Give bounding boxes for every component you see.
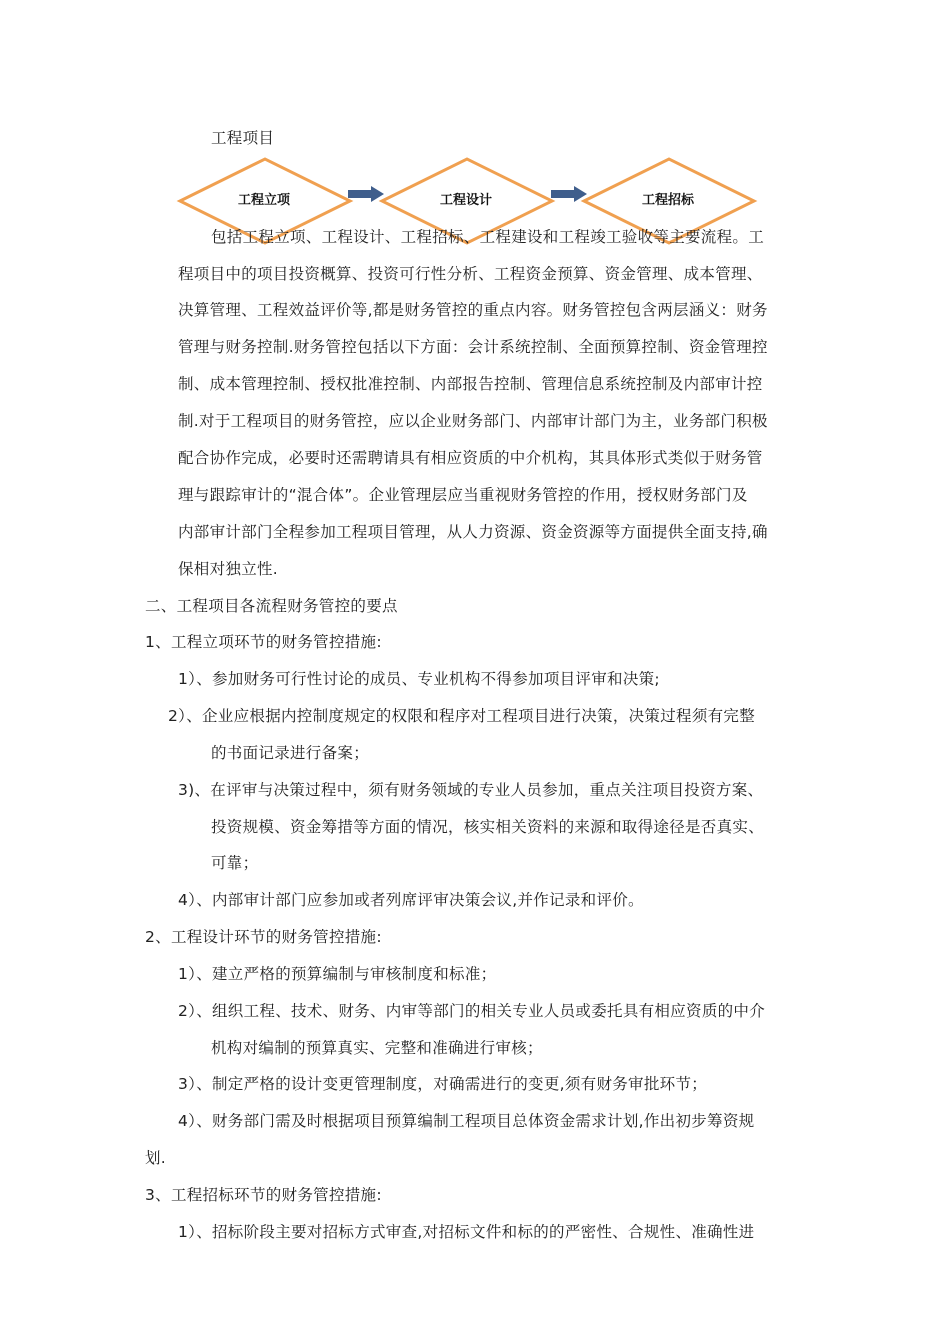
list-item: 4）、财务部门需及时根据项目预算编制工程项目总体资金需求计划,作出初步筹资规 bbox=[178, 1112, 755, 1130]
list-item-continuation: 可靠； bbox=[211, 854, 259, 872]
paragraph-line: 配合协作完成，必要时还需聘请具有相应资质的中介机构，其具体形式类似于财务管 bbox=[178, 449, 763, 467]
paragraph-line: 制、成本管理控制、授权批准控制、内部报告控制、管理信息系统控制及内部审计控 bbox=[178, 375, 763, 393]
flow-step-label: 工程设计 bbox=[439, 193, 492, 208]
list-item-continuation: 的书面记录进行备案； bbox=[211, 744, 370, 762]
subsection-title: 2、工程设计环节的财务管控措施: bbox=[145, 928, 382, 946]
list-item-continuation: 机构对编制的预算真实、完整和准确进行审核； bbox=[211, 1039, 543, 1057]
flow-step-label: 工程立项 bbox=[237, 193, 290, 208]
paragraph-line: 管理与财务控制.财务管控包括以下方面：会计系统控制、全面预算控制、资金管理控 bbox=[178, 338, 768, 356]
list-item: 2）、组织工程、技术、财务、内审等部门的相关专业人员或委托具有相应资质的中介 bbox=[178, 1002, 766, 1020]
list-item: 1）、招标阶段主要对招标方式审查,对招标文件和标的的严密性、合规性、准确性进 bbox=[178, 1223, 755, 1241]
list-item-continuation: 投资规模、资金筹措等方面的情况，核实相关资料的来源和取得途径是否真实、 bbox=[211, 818, 765, 836]
flow-arrow-1 bbox=[348, 186, 384, 202]
paragraph-line: 制.对于工程项目的财务管控，应以企业财务部门、内部审计部门为主，业务部门积极 bbox=[178, 412, 768, 430]
paragraph-line: 内部审计部门全程参加工程项目管理，从人力资源、资金资源等方面提供全面支持,确 bbox=[178, 523, 768, 541]
list-item: 3）、制定严格的设计变更管理制度，对确需进行的变更,须有财务审批环节； bbox=[178, 1075, 708, 1093]
paragraph-line: 包括工程立项、工程设计、工程招标、工程建设和工程竣工验收等主要流程。工 bbox=[211, 228, 765, 246]
paragraph-line: 决算管理、工程效益评价等,都是财务管控的重点内容。财务管控包含两层涵义：财务 bbox=[178, 301, 768, 319]
flow-arrow-2 bbox=[551, 186, 587, 202]
list-item-continuation: 划. bbox=[145, 1149, 167, 1167]
subsection-title: 3、工程招标环节的财务管控措施: bbox=[145, 1186, 382, 1204]
flow-step-label: 工程招标 bbox=[641, 193, 694, 208]
list-item: 4）、内部审计部门应参加或者列席评审决策会议,并作记录和评价。 bbox=[178, 891, 644, 909]
paragraph-line: 程项目中的项目投资概算、投资可行性分析、工程资金预算、资金管理、成本管理、 bbox=[178, 265, 763, 283]
paragraph-line: 保相对独立性. bbox=[178, 560, 279, 578]
subsection-title: 1、工程立项环节的财务管控措施: bbox=[145, 633, 382, 651]
list-item: 1）、建立严格的预算编制与审核制度和标准； bbox=[178, 965, 497, 983]
section-title: 二、工程项目各流程财务管控的要点 bbox=[145, 597, 398, 615]
list-item: 2）、企业应根据内控制度规定的权限和程序对工程项目进行决策，决策过程须有完整 bbox=[168, 707, 756, 725]
heading: 工程项目 bbox=[211, 129, 275, 147]
list-item: 1）、参加财务可行性讨论的成员、专业机构不得参加项目评审和决策; bbox=[178, 670, 660, 688]
paragraph-line: 理与跟踪审计的“混合体”。企业管理层应当重视财务管控的作用，授权财务部门及 bbox=[178, 486, 748, 504]
list-item: 3)、在评审与决策过程中，须有财务领域的专业人员参加，重点关注项目投资方案、 bbox=[178, 781, 764, 799]
